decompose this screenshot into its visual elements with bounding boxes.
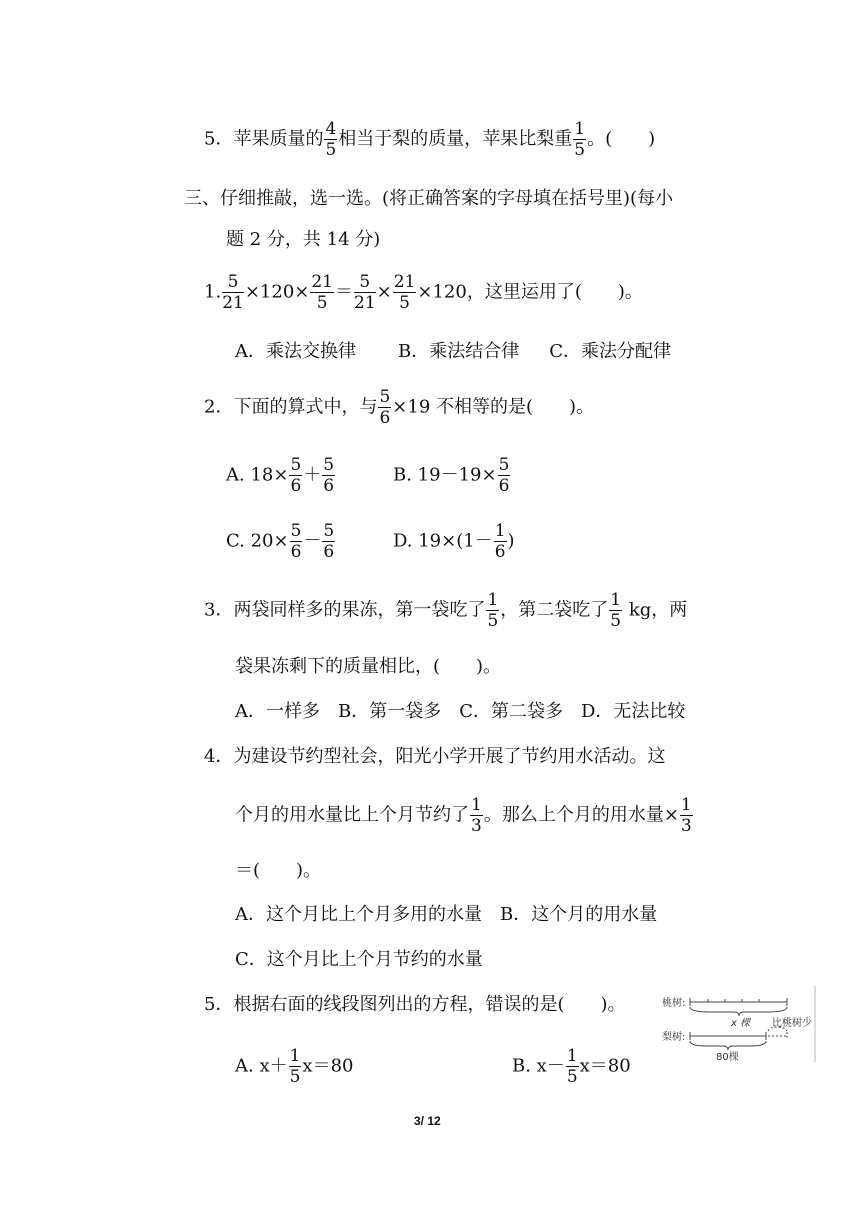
fraction: $\frac{1}{5}$ [566, 1046, 578, 1087]
fraction: $\frac{1}{5}$ [487, 590, 499, 631]
tf5-answer-bracket[interactable]: 。( ) [587, 128, 656, 150]
question-1: 1. $\frac{5}{21}$ ×120× $\frac{21}{5}$ ＝ $\frac{5}{21}$ × $\frac{21}{5}$ ×120，这里运用了( )。 [204, 272, 643, 313]
diagram-x-label: x 棵 [731, 1018, 751, 1029]
fraction: $\frac{21}{5}$ [393, 272, 416, 313]
question-4-cont: 个月的用水量比上个月节约了 $\frac{1}{3}$ 。那么上个月的用水量× $\frac{1}{3}$ [235, 795, 692, 836]
question-2: 2．下面的算式中，与 $\frac{5}{6}$ ×19 不相等的是( )。 [204, 387, 595, 428]
diagram-label-peach: 桃树: [662, 998, 686, 1009]
fraction: $\frac{5}{6}$ [323, 521, 335, 562]
fraction: $\frac{1}{3}$ [471, 795, 482, 836]
question-3-options[interactable]: A．一样多 B．第一袋多 C．第二袋多 D．无法比较 [235, 701, 686, 722]
tf5-text-a: 5．苹果质量的 [204, 128, 324, 150]
diagram-less-label: 比桃树少 [772, 1018, 812, 1029]
fraction: $\frac{5}{21}$ [222, 272, 244, 313]
q5-option-b[interactable]: B. x－ $\frac{1}{5}$ x＝80 [512, 1046, 631, 1087]
question-1-options [235, 343, 671, 361]
page-number: 3/ 12 [414, 1114, 441, 1128]
question-5 [204, 996, 626, 1014]
fraction: $\frac{1}{3}$ [680, 795, 692, 836]
fraction: $\frac{5}{6}$ [498, 455, 510, 496]
fraction: $\frac{5}{6}$ [290, 521, 302, 562]
q1-answer-bracket[interactable]: ×120，这里运用了( )。 [417, 281, 643, 303]
q5-answer-bracket[interactable]: 5．根据右面的线段图列出的方程，错误的是( )。 [204, 994, 626, 1015]
question-4-equals [235, 862, 321, 880]
fraction: $\frac{1}{5}$ [610, 590, 622, 631]
line-segment-diagram [660, 984, 818, 1064]
q2-option-c[interactable]: C. 20× $\frac{5}{6}$ － $\frac{5}{6}$ [226, 521, 335, 562]
question-3: 3．两袋同样多的果冻，第一袋吃了 $\frac{1}{5}$ ，第二袋吃了 $\frac{1}{5}$ kg，两 [204, 590, 688, 631]
q2-answer-bracket[interactable]: ×19 不相等的是( )。 [392, 396, 595, 418]
diagram-pear-count: 80棵 [716, 1052, 739, 1063]
option-b[interactable]: B．乘法结合律 [398, 341, 520, 362]
q4-answer-bracket[interactable]: ＝( )。 [235, 860, 322, 881]
fraction: $\frac{21}{5}$ [311, 272, 333, 313]
q5-option-a[interactable]: A. x＋ $\frac{1}{5}$ x＝80 [235, 1046, 354, 1087]
question-3-cont [235, 658, 501, 676]
question-4: 4．为建设节约型社会，阳光小学开展了节约用水活动。这 [204, 746, 666, 767]
section-3-title-cont: 题 2 分，共 14 分) [226, 229, 381, 250]
option-a[interactable]: A．乘法交换律 [235, 341, 356, 362]
question-4-option-c[interactable]: C．这个月比上个月节约的水量 [235, 949, 483, 970]
fraction: $\frac{4}{5}$ [325, 119, 337, 160]
fraction: $\frac{5}{21}$ [354, 272, 376, 313]
q3-answer-bracket[interactable]: 袋果冻剩下的质量相比，( )。 [235, 656, 502, 677]
peach-segment [690, 998, 787, 1016]
question-4-options-ab[interactable]: A．这个月比上个月多用的水量 B．这个月的用水量 [235, 904, 658, 925]
q2-option-b[interactable]: B. 19－19× $\frac{5}{6}$ [393, 455, 510, 496]
section-3-title: 三、仔细推敲，选一选。(将正确答案的字母填在括号里)(每小 [184, 188, 674, 209]
fraction: $\frac{1}{6}$ [494, 521, 506, 562]
fraction: $\frac{5}{6}$ [290, 455, 302, 496]
fraction: $\frac{1}{5}$ [574, 119, 586, 160]
fraction: $\frac{5}{6}$ [323, 455, 335, 496]
tf5-text-b: 相当于梨的质量，苹果比梨重 [338, 128, 573, 150]
diagram-label-pear: 梨树: [662, 1032, 686, 1043]
q2-option-a[interactable]: A. 18× $\frac{5}{6}$ ＋ $\frac{5}{6}$ [226, 455, 335, 496]
pear-segment [690, 1027, 787, 1050]
q2-option-d[interactable]: D. 19×(1－ $\frac{1}{6}$ ) [393, 521, 515, 562]
fraction: $\frac{1}{5}$ [289, 1046, 301, 1087]
option-c[interactable]: C．乘法分配律 [549, 341, 672, 362]
tf-question-5 [204, 119, 655, 160]
fraction: $\frac{5}{6}$ [379, 387, 391, 428]
